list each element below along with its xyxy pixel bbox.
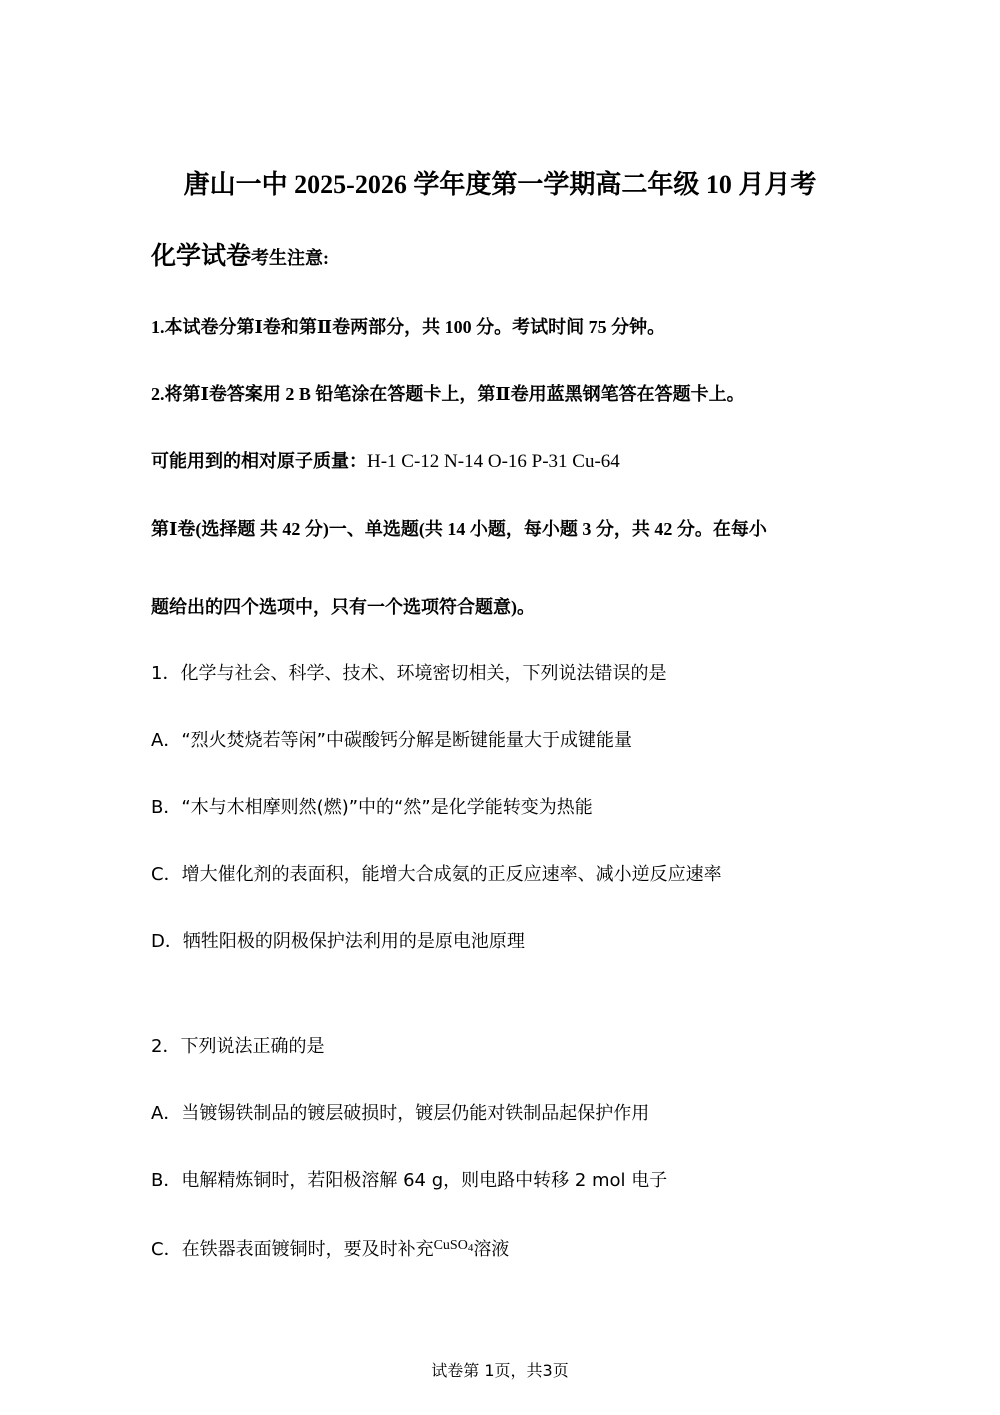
atomic-mass-label: 可能用到的相对原子质量：: [151, 451, 367, 471]
note-1: 1.本试卷分第Ⅰ卷和第Ⅱ卷两部分，共 100 分。考试时间 75 分钟。: [151, 317, 666, 337]
question-1-option-d: D．牺牲阳极的阴极保护法利用的是原电池原理: [151, 931, 525, 952]
question-2-option-a: A．当镀锡铁制品的镀层破损时，镀层仍能对铁制品起保护作用: [151, 1103, 650, 1124]
question-2-option-c-prefix: C．在铁器表面镀铜时，要及时补充: [151, 1239, 434, 1260]
question-1-option-a: A．“烈火焚烧若等闲”中碳酸钙分解是断键能量大于成键能量: [151, 730, 632, 751]
question-2-option-b: B．电解精炼铜时，若阳极溶解 64 g，则电路中转移 2 mol 电子: [151, 1170, 668, 1191]
question-1-option-b: B．“木与木相摩则然(燃)”中的“然”是化学能转变为热能: [151, 797, 593, 818]
note-2: 2.将第Ⅰ卷答案用 2 B 铅笔涂在答题卡上，第Ⅱ卷用蓝黑钢笔答在答题卡上。: [151, 384, 745, 404]
section-heading-line2: 题给出的四个选项中，只有一个选项符合题意)。: [151, 597, 535, 617]
question-2-option-c-suffix: 溶液: [473, 1239, 510, 1260]
page-footer: 试卷第 1页，共3页: [431, 1361, 569, 1380]
question-2-stem: 2．下列说法正确的是: [151, 1036, 325, 1057]
subject-line: [151, 244, 329, 269]
section-heading-line1: 第Ⅰ卷(选择题 共 42 分)一、单选题(共 14 小题，每小题 3 分，共 42 分。在每小: [151, 519, 767, 539]
question-1-stem: 1．化学与社会、科学、技术、环境密切相关，下列说法错误的是: [151, 663, 667, 684]
cuso4-formula: CuSO4: [433, 1238, 474, 1254]
question-1-option-c: C．增大催化剂的表面积，能增大合成氨的正反应速率、减小逆反应速率: [151, 864, 722, 885]
atomic-mass-values: H-1 C-12 N-14 O-16 P-31 Cu-64: [367, 451, 620, 472]
question-2-option-c: [151, 1239, 509, 1259]
notice-label: 考生注意:: [251, 248, 330, 268]
subject-title: 化学试卷: [151, 243, 252, 270]
atomic-mass-line: [151, 452, 620, 471]
exam-title: 唐山一中 2025-2026 学年度第一学期高二年级 10 月月考: [183, 170, 817, 199]
